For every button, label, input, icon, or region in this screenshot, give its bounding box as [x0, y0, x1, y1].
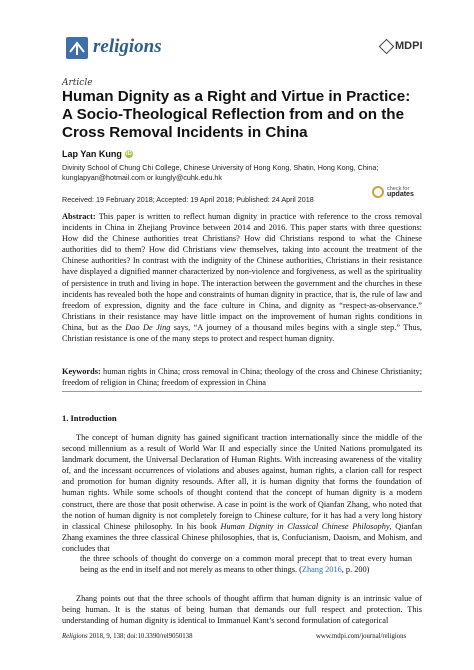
- check-updates-icon: [372, 186, 384, 198]
- intro-paragraph-2: Zhang points out that the three schools of thought affirm that human dignity is an intrinsic value of being human. It is the status of being human that demands our full respect and protection. This understanding of human dignity is identical to Immanuel Kant’s second formulation of categorical: [62, 594, 422, 626]
- section-divider: [62, 391, 422, 392]
- abstract: Abstract: This paper is written to reflect human dignity in practice with reference to the cross removal incidents in China in Zhejiang Province between 2014 and 2016. This paper starts with three questions: How did the Chinese authorities treat Christians? How did Christians respond to what the Chinese authorities did to them? How did Christians view themselves, taking into account the treatment of the Chinese authorities? In contrast with the indignity of the Chinese authorities, Christians in their resistance have displayed a dignified manner characterized by non-violence and forgiveness, as well as the spirituality of persistence in truth and living in hope. The interaction between the government and the churches in these incidents has revealed both the hope and constraints of human dignity in practice, that is, the rule of law and freedom of expression, dignity and the face culture in China, and dignity as “respect-as-observance.” Christians in their resistance may have little impact on the improvement of human rights conditions in China, but as the Dao De Jing says, “A journey of a thousand miles begins with a single step.” Thus, Christian resistance is one of the many steps to protect and respect human dignity.: [62, 212, 422, 344]
- article-type: Article: [62, 78, 93, 88]
- affiliation: Divinity School of Chung Chi College, Chinese University of Hong Kong, Shatin, Hong Kong, China; kunglapyan@hotmail.com or kungly@cuhk.edu.hk: [62, 163, 379, 182]
- journal-name: religions: [93, 36, 162, 57]
- footer-citation: Religions 2018, 9, 138; doi:10.3390/rel9050138: [62, 633, 193, 640]
- article-title: Human Dignity as a Right and Virtue in Practice: A Socio-Theological Reflection from and on the Cross Removal Incidents in China: [62, 88, 411, 141]
- author-line: [62, 149, 133, 159]
- orcid-icon[interactable]: iD: [125, 151, 132, 157]
- check-updates-text: check for updates: [387, 186, 414, 198]
- abstract-label: Abstract:: [62, 212, 96, 221]
- section-heading: 1. Introduction: [62, 413, 117, 423]
- publisher-logo: [381, 40, 423, 52]
- intro-paragraph: The concept of human dignity has gained significant traction internationally since the middle of the second millennium as a result of World War II and especially since the United Nations promulgated its landmark document, the Universal Declaration of Human Rights. With increasing awareness of the vitality of, and the incessant occurrences of violations and abuses against, human rights, a clarion call for respect and promotion for human dignity resounds. After all, it is human dignity that forms the foundation of human rights. While some schools of thought contend that the concept of human dignity is a modern construct, there are those that posit otherwise. A case in point is the work of Qianfan Zhang, who noted that the notion of human dignity is not completely foreign to Chinese culture, for it has had a very long history in classical Chinese philosophy. In his book Human Dignity in Classical Chinese Philosophy, Qianfan Zhang examines the three classical Chinese philosophies, that is, Confucianism, Daoism, and Mohism, and concludes that: [62, 433, 422, 553]
- mdpi-diamond-icon: [379, 38, 395, 54]
- keywords-label: Keywords:: [62, 367, 101, 376]
- publication-dates: Received: 19 February 2018; Accepted: 19 April 2018; Published: 24 April 2018: [62, 195, 314, 204]
- keywords: Keywords: human rights in China; cross removal in China; theology of the cross and Chinese Christianity; freedom of religion in China; freedom of expression in China: [62, 367, 422, 388]
- publisher-name: MDPI: [395, 40, 423, 52]
- journal-logo-icon: [66, 37, 88, 59]
- author-name[interactable]: Lap Yan Kung: [62, 149, 122, 159]
- check-for-updates-badge[interactable]: [372, 186, 414, 198]
- footer-url[interactable]: www.mdpi.com/journal/religions: [316, 633, 407, 640]
- citation-link[interactable]: Zhang 2016: [301, 565, 342, 575]
- block-quote: the three schools of thought do converge on a common moral precept that to treat every human being as the end in itself and not merely as means to other things. (Zhang 2016, p. 200): [80, 554, 412, 575]
